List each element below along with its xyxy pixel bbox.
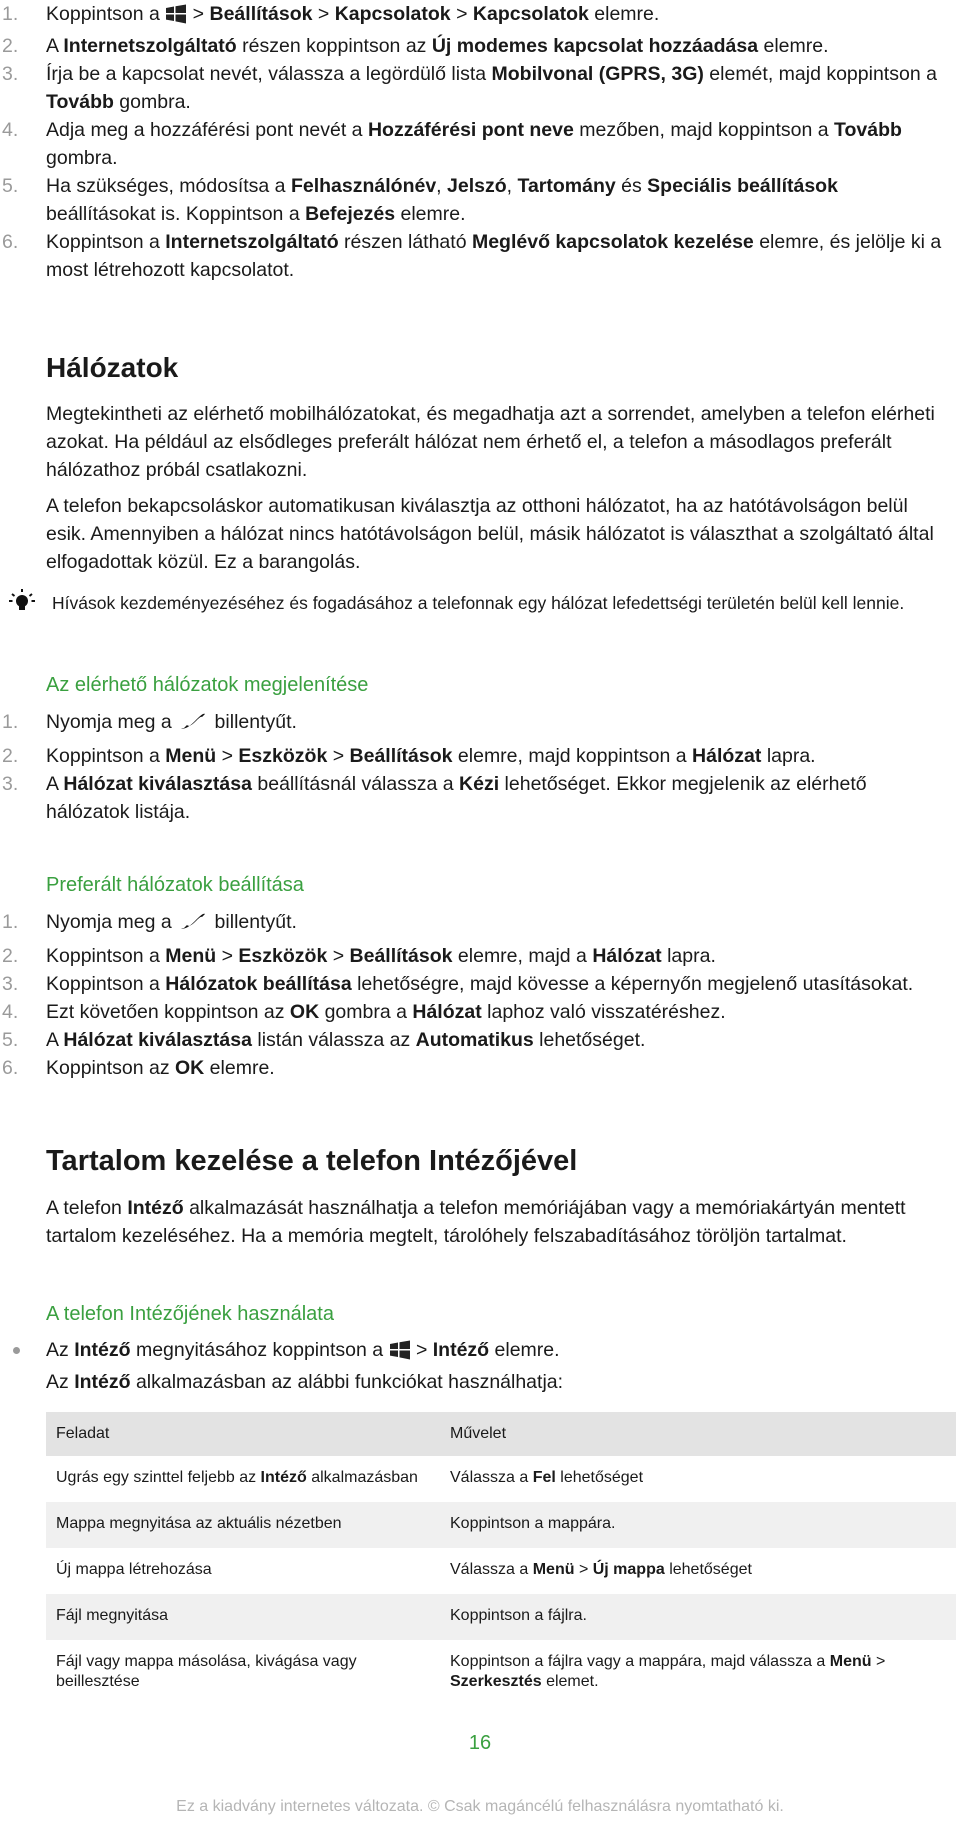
- bullet-dot: [13, 1347, 20, 1354]
- step-5: 5. A Hálózat kiválasztása listán válassza az Automatikus lehetőséget.: [2, 1029, 646, 1051]
- file-manager-paragraph: A telefon Intéző alkalmazását használhatja a telefon memóriájában vagy a memóriakártyán mentett tartalom kezeléséhez. Ha a memória megtelt, tárolóhely felszabadításához töröljön tartalmat.: [46, 1197, 906, 1247]
- phone-call-key-icon: [177, 710, 209, 740]
- task-cell: Ugrás egy szinttel feljebb az Intéző alkalmazásban: [56, 1469, 418, 1486]
- table-row: [46, 1640, 956, 1706]
- lightbulb-tip-icon: [6, 586, 38, 618]
- action-cell: Koppintson a fájlra vagy a mappára, majd válassza a Menü > Szerkesztés elemet.: [450, 1653, 886, 1690]
- subheading-show-networks: Az elérhető hálózatok megjelenítése: [46, 674, 369, 696]
- phone-call-key-icon: [177, 910, 209, 940]
- step-4: 4. Adja meg a hozzáférési pont nevét a Hozzáférési pont neve mezőben, majd koppintson a Tovább gombra.: [2, 119, 902, 169]
- section-heading-networks: Hálózatok: [46, 352, 179, 383]
- page-footer: Ez a kiadvány internetes változata. © Csak magáncélú felhasználásra nyomtatható ki.: [176, 1798, 784, 1815]
- task-cell: Fájl megnyitása: [46, 1594, 440, 1640]
- networks-paragraph-1: Megtekintheti az elérhető mobilhálózatokat, és megadhatja azt a sorrendet, amelyben a telefon elérheti azokat. Ha például az elsődleges preferált hálózat nem érhető el, a telefon a másodlagos preferált hálózathoz próbál csatlakozni.: [46, 403, 935, 481]
- table-row: [46, 1456, 956, 1502]
- step-3: 3. Koppintson a Hálózatok beállítása lehetőségre, majd kövesse a képernyőn megjelenő utasításokat.: [2, 973, 914, 995]
- networks-paragraph-2: A telefon bekapcsoláskor automatikusan kiválasztja az otthoni hálózatot, ha az hatótávolságon belül esik. Amennyiben a hálózat nincs hatótávolságon belül, másik hálózatot is választhat a szolgáltató által elfogadottak közül. Ez a barangolás.: [46, 495, 934, 573]
- step-4: 4. Ezt követően koppintson az OK gombra a Hálózat laphoz való visszatéréshez.: [2, 1001, 726, 1023]
- subheading-preferred-networks: Preferált hálózatok beállítása: [46, 874, 304, 896]
- step-1: 1. Koppintson a > Beállítások > Kapcsolatok > Kapcsolatok elemre.: [0, 0, 950, 32]
- table-row: [46, 1502, 956, 1548]
- step-6: 6. Koppintson az OK elemre.: [2, 1057, 275, 1079]
- action-cell: Koppintson a mappára.: [440, 1502, 956, 1548]
- page-number: 16: [468, 1732, 492, 1754]
- column-header-action: Művelet: [440, 1412, 956, 1456]
- table-row: [46, 1594, 956, 1640]
- step-1: 1. Nyomja meg a billentyűt.: [0, 908, 950, 940]
- task-cell: Új mappa létrehozása: [56, 1561, 212, 1578]
- windows-start-icon: [389, 1340, 411, 1368]
- step-2: 2. A Internetszolgáltató részen koppintson az Új modemes kapcsolat hozzáadása elemre.: [2, 35, 829, 57]
- table-header-row: [46, 1412, 956, 1456]
- preferred-networks-steps: [0, 908, 950, 1082]
- show-networks-steps: [0, 708, 950, 826]
- bullet-open-file-manager: Az Intéző megnyitásához koppintson a > Intéző elemre. Az Intéző alkalmazásban az alábbi funkciókat használhatja:: [46, 1336, 946, 1396]
- action-cell: Válassza a Menü > Új mappa lehetőséget: [450, 1561, 752, 1578]
- action-cell: Koppintson a fájlra.: [440, 1594, 956, 1640]
- subheading-using-file-manager: A telefon Intézőjének használata: [46, 1303, 334, 1325]
- section-heading-file-manager: Tartalom kezelése a telefon Intézőjével: [46, 1145, 578, 1177]
- windows-start-icon: [165, 4, 187, 32]
- step-5: 5. Ha szükséges, módosítsa a Felhasználónév, Jelszó, Tartomány és Speciális beállítások beállításokat is. Koppintson a Befejezés elemre.: [2, 175, 838, 225]
- tip-text: Hívások kezdeményezéséhez és fogadásához a telefonnak egy hálózat lefedettségi területén belül kell lennie.: [52, 593, 905, 613]
- column-header-task: Feladat: [46, 1412, 440, 1456]
- action-cell: Válassza a Fel lehetőséget: [450, 1469, 644, 1486]
- connection-steps: [0, 0, 950, 284]
- step-2: 2. Koppintson a Menü > Eszközök > Beállítások elemre, majd koppintson a Hálózat lapra.: [2, 745, 816, 767]
- task-cell: Fájl vagy mappa másolása, kivágása vagy beillesztése: [56, 1653, 357, 1690]
- table-row: [46, 1548, 956, 1594]
- step-3: 3. Írja be a kapcsolat nevét, válassza a legördülő lista Mobilvonal (GPRS, 3G) elemét, majd koppintson a Tovább gombra.: [2, 63, 937, 113]
- step-1: 1. Nyomja meg a billentyűt.: [0, 708, 950, 740]
- step-3: 3. A Hálózat kiválasztása beállításnál válassza a Kézi lehetőséget. Ekkor megjelenik az elérhető hálózatok listája.: [2, 773, 867, 823]
- step-2: 2. Koppintson a Menü > Eszközök > Beállítások elemre, majd a Hálózat lapra.: [2, 945, 716, 967]
- file-manager-functions-table: [46, 1412, 956, 1706]
- step-6: 6. Koppintson a Internetszolgáltató részen látható Meglévő kapcsolatok kezelése elemre, és jelölje ki a most létrehozott kapcsolatot.: [2, 231, 942, 281]
- task-cell: Mappa megnyitása az aktuális nézetben: [46, 1502, 440, 1548]
